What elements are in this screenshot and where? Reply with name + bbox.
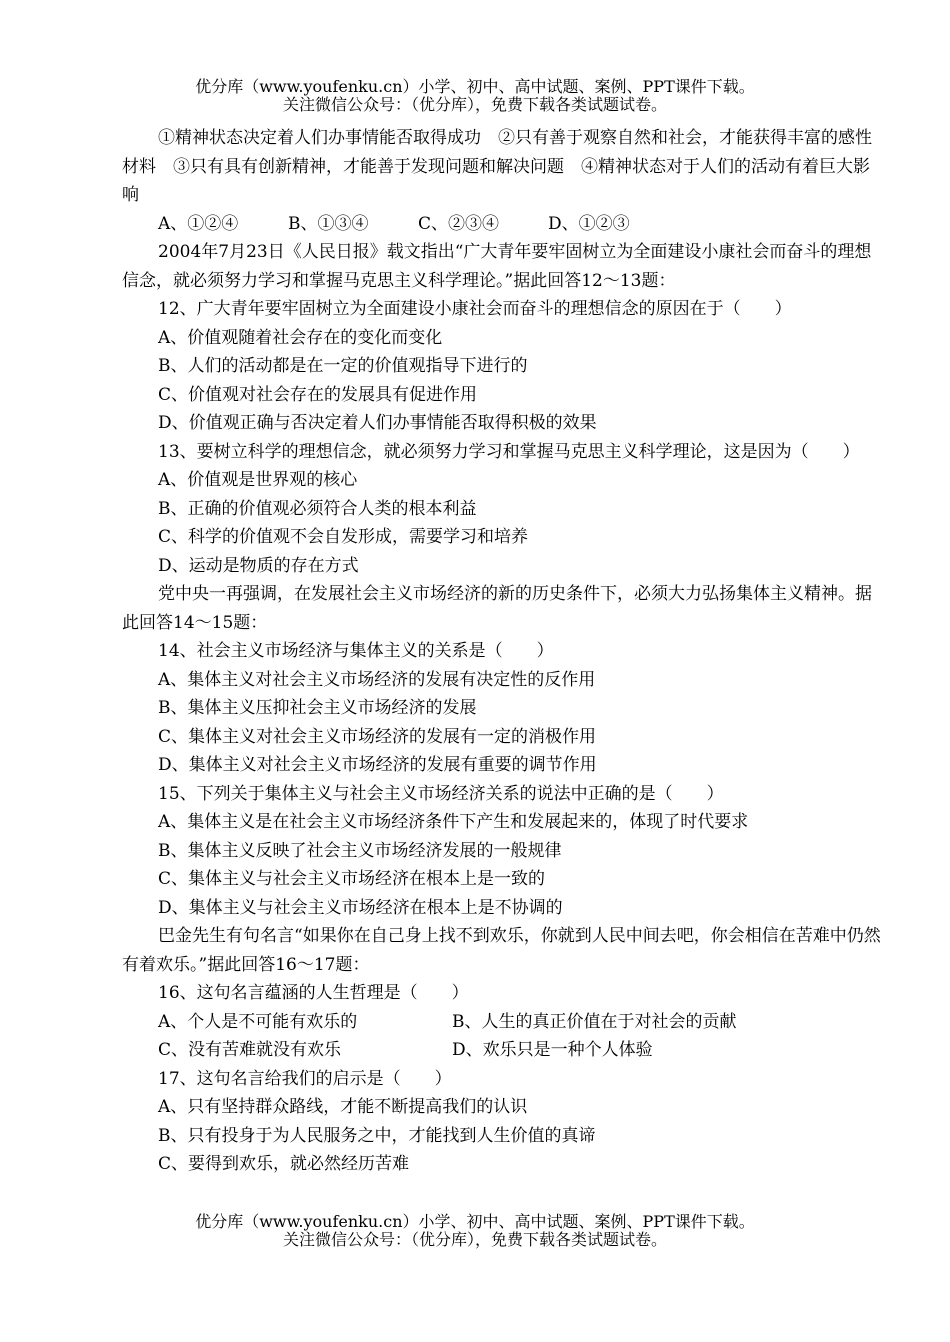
q17-option-c: C、要得到欢乐，就必然经历苦难 [158,1154,410,1174]
q12-option-b: B、人们的活动都是在一定的价值观指导下进行的 [158,356,528,376]
q16-option-a: A、个人是不可能有欢乐的 [158,1011,358,1032]
q14-option-c: C、集体主义对社会主义市场经济的发展有一定的消极作用 [158,726,597,747]
q11-statements: ①精神状态决定着人们办事情能否取得成功 ②只有善于观察自然和社会，才能获得丰富的感性材料 ③只有具有创新精神，才能善于发现问题和解决问题 ④精神状态对于人们的活动有着巨大影响 [122,128,872,205]
footer-line-2: 关注微信公众号：（优分库），免费下载各类试题试卷。 [282,1230,667,1249]
q17-option-b: B、只有投身于为人民服务之中，才能找到人生价值的真谛 [158,1125,596,1146]
q12-option-a: A、价值观随着社会存在的变化而变化 [158,327,443,348]
q11-option-c: C、②③④ [418,213,500,234]
q13-option-b: B、正确的价值观必须符合人类的根本利益 [158,498,477,519]
q11-option-b: B、①③④ [288,213,369,234]
q15-option-d: D、集体主义与社会主义市场经济在根本上是不协调的 [158,897,563,918]
intro-16-17: 巴金先生有句名言“如果你在自己身上找不到欢乐，你就到人民中间去吧，你会相信在苦难中仍然有着欢乐。”据此回答16～17题： [122,926,881,975]
q16-option-c: C、没有苦难就没有欢乐 [158,1040,342,1060]
q12-option-c: C、价值观对社会存在的发展具有促进作用 [158,384,478,405]
q11-options [122,210,882,239]
q14-option-d: D、集体主义对社会主义市场经济的发展有重要的调节作用 [158,755,597,775]
q15-option-a: A、集体主义是在社会主义市场经济条件下产生和发展起来的，体现了时代要求 [158,812,749,832]
q11-option-d: D、①②③ [548,213,630,234]
q14-option-b: B、集体主义压抑社会主义市场经济的发展 [158,698,477,718]
q16-options-row-2 [122,1036,882,1065]
q11-option-a: A、①②④ [158,213,239,234]
page-footer [0,1213,950,1249]
q13-option-d: D、运动是物质的存在方式 [158,555,359,576]
q15-option-b: B、集体主义反映了社会主义市场经济发展的一般规律 [158,840,562,861]
q15-option-c: C、集体主义与社会主义市场经济在根本上是一致的 [158,869,546,889]
q16-options-row-1 [122,1008,882,1037]
q12-stem: 12、广大青年要牢固树立为全面建设小康社会而奋斗的理想信念的原因在于（ ） [158,299,792,319]
q15-stem: 15、下列关于集体主义与社会主义市场经济关系的说法中正确的是（ ） [158,783,724,804]
intro-14-15: 党中央一再强调，在发展社会主义市场经济的新的历史条件下，必须大力弘扬集体主义精神。据此回答14～15题： [122,584,872,633]
header-line-1: 优分库（www.youfenku.cn）小学、初中、高中试题、案例、PPT课件下载。 [195,77,755,96]
q17-option-a: A、只有坚持群众路线，才能不断提高我们的认识 [158,1097,528,1117]
q16-option-d: D、欢乐只是一种个人体验 [452,1040,653,1060]
q16-option-b: B、人生的真正价值在于对社会的贡献 [452,1011,737,1032]
page-header [0,78,950,114]
q13-option-a: A、价值观是世界观的核心 [158,470,358,490]
intro-12-13: 2004年7月23日《人民日报》载文指出“广大青年要牢固树立为全面建设小康社会而奋斗的理想信念，就必须努力学习和掌握马克思主义科学理论。”据此回答12～13题： [122,242,872,291]
q13-option-c: C、科学的价值观不会自发形成，需要学习和培养 [158,527,529,547]
q13-stem: 13、要树立科学的理想信念，就必须努力学习和掌握马克思主义科学理论，这是因为（ ） [158,441,860,462]
footer-line-1: 优分库（www.youfenku.cn）小学、初中、高中试题、案例、PPT课件下载。 [195,1212,755,1231]
q17-stem: 17、这句名言给我们的启示是（ ） [158,1068,452,1089]
q14-stem: 14、社会主义市场经济与集体主义的关系是（ ） [158,641,554,661]
header-line-2: 关注微信公众号：（优分库），免费下载各类试题试卷。 [282,95,667,114]
q12-option-d: D、价值观正确与否决定着人们办事情能否取得积极的效果 [158,413,597,433]
exam-content [122,124,882,1179]
q16-stem: 16、这句名言蕴涵的人生哲理是（ ） [158,983,469,1003]
q14-option-a: A、集体主义对社会主义市场经济的发展有决定性的反作用 [158,669,596,690]
